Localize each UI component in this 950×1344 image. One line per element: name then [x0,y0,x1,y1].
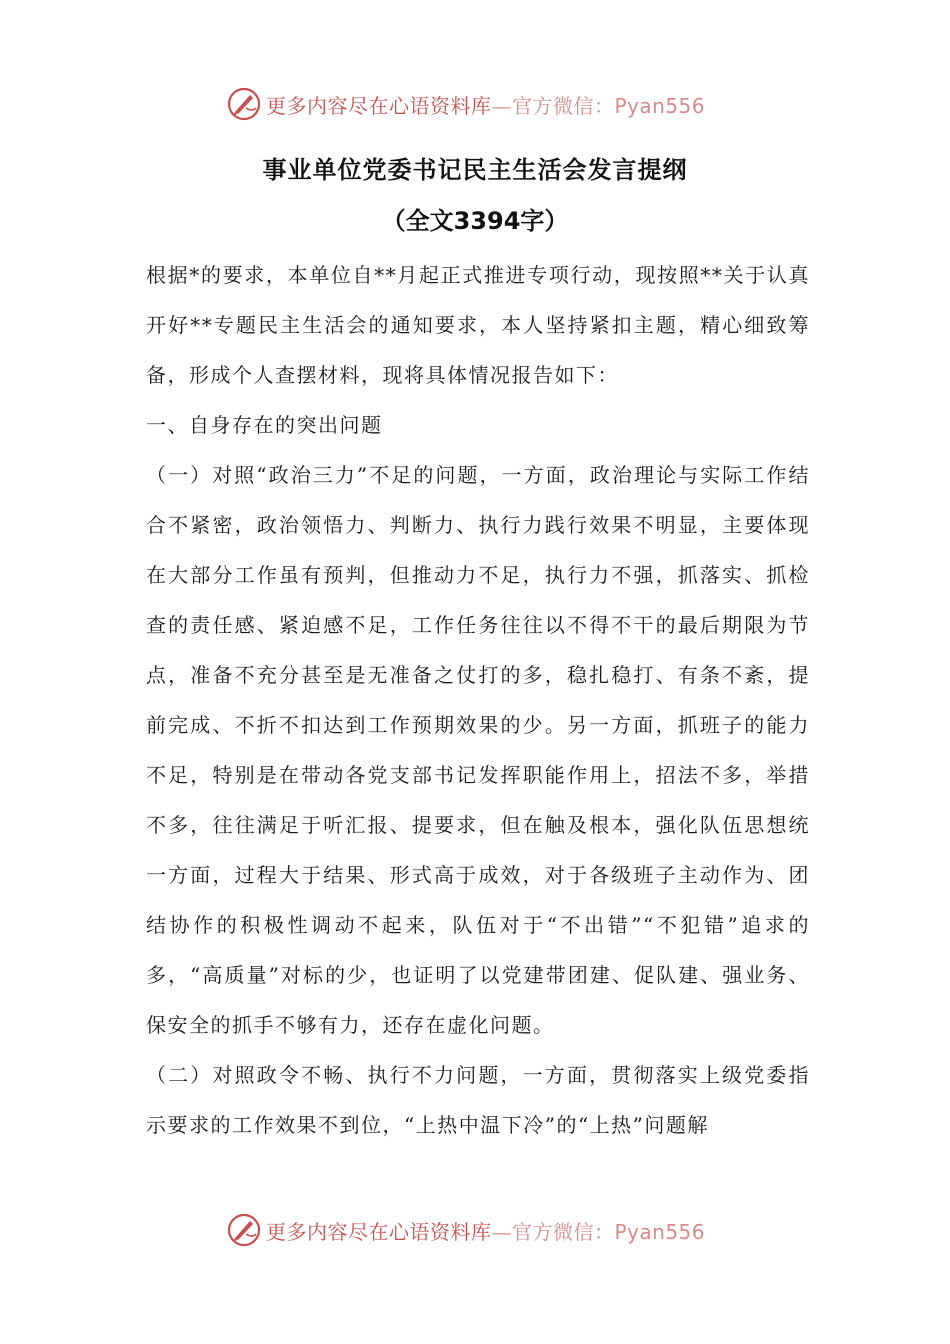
document-title: 事业单位党委书记民主生活会发言提纲 [262,156,688,184]
header-watermark [226,84,705,124]
document-subtitle: （全文3394字） [381,207,569,235]
footer-watermark [226,1210,705,1250]
watermark-text: 更多内容尽在心语资料库—官方微信：Pyan556 [266,93,706,118]
section-heading: 一、自身存在的突出问题 [146,413,383,437]
quill-logo-icon [226,86,262,122]
quill-logo-icon [226,1212,262,1248]
watermark-text: 更多内容尽在心语资料库—官方微信：Pyan556 [266,1219,706,1244]
paragraph-item-1: （一）对照“政治三力”不足的问题，一方面，政治理论与实际工作结合不紧密，政治领悟力、判断力、执行力践行效果不明显，主要体现在大部分工作虽有预判，但推动力不足，执行力不强，抓落实、抓检查的责任感、紧迫感不足，工作任务往往以不得不干的最后期限为节点，准备不充分甚至是无准备之仗打的多，稳扎稳打、有条不紊，提前完成、不折不扣达到工作预期效果的少。另一方面，抓班子的能力不足，特别是在带动各党支部书记发挥职能作用上，招法不多，举措不多，往往满足于听汇报、提要求，但在触及根本，强化队伍思想统一方面，过程大于结果、形式高于成效，对于各级班子主动作为、团结协作的积极性调动不起来，队伍对于“不出错”“不犯错”追求的多，“高质量”对标的少，也证明了以党建带团建、促队建、强业务、保安全的抓手不够有力，还存在虚化问题。 [146,463,810,1037]
paragraph-item-2: （二）对照政令不畅、执行不力问题，一方面，贯彻落实上级党委指示要求的工作效果不到位，“上热中温下冷”的“上热”问题解 [146,1063,810,1137]
paragraph-intro: 根据*的要求，本单位自**月起正式推进专项行动，现按照**关于认真开好**专题民主生活会的通知要求，本人坚持紧扣主题，精心细致筹备，形成个人查摆材料，现将具体情况报告如下： [146,263,810,387]
document-body [146,250,810,1150]
